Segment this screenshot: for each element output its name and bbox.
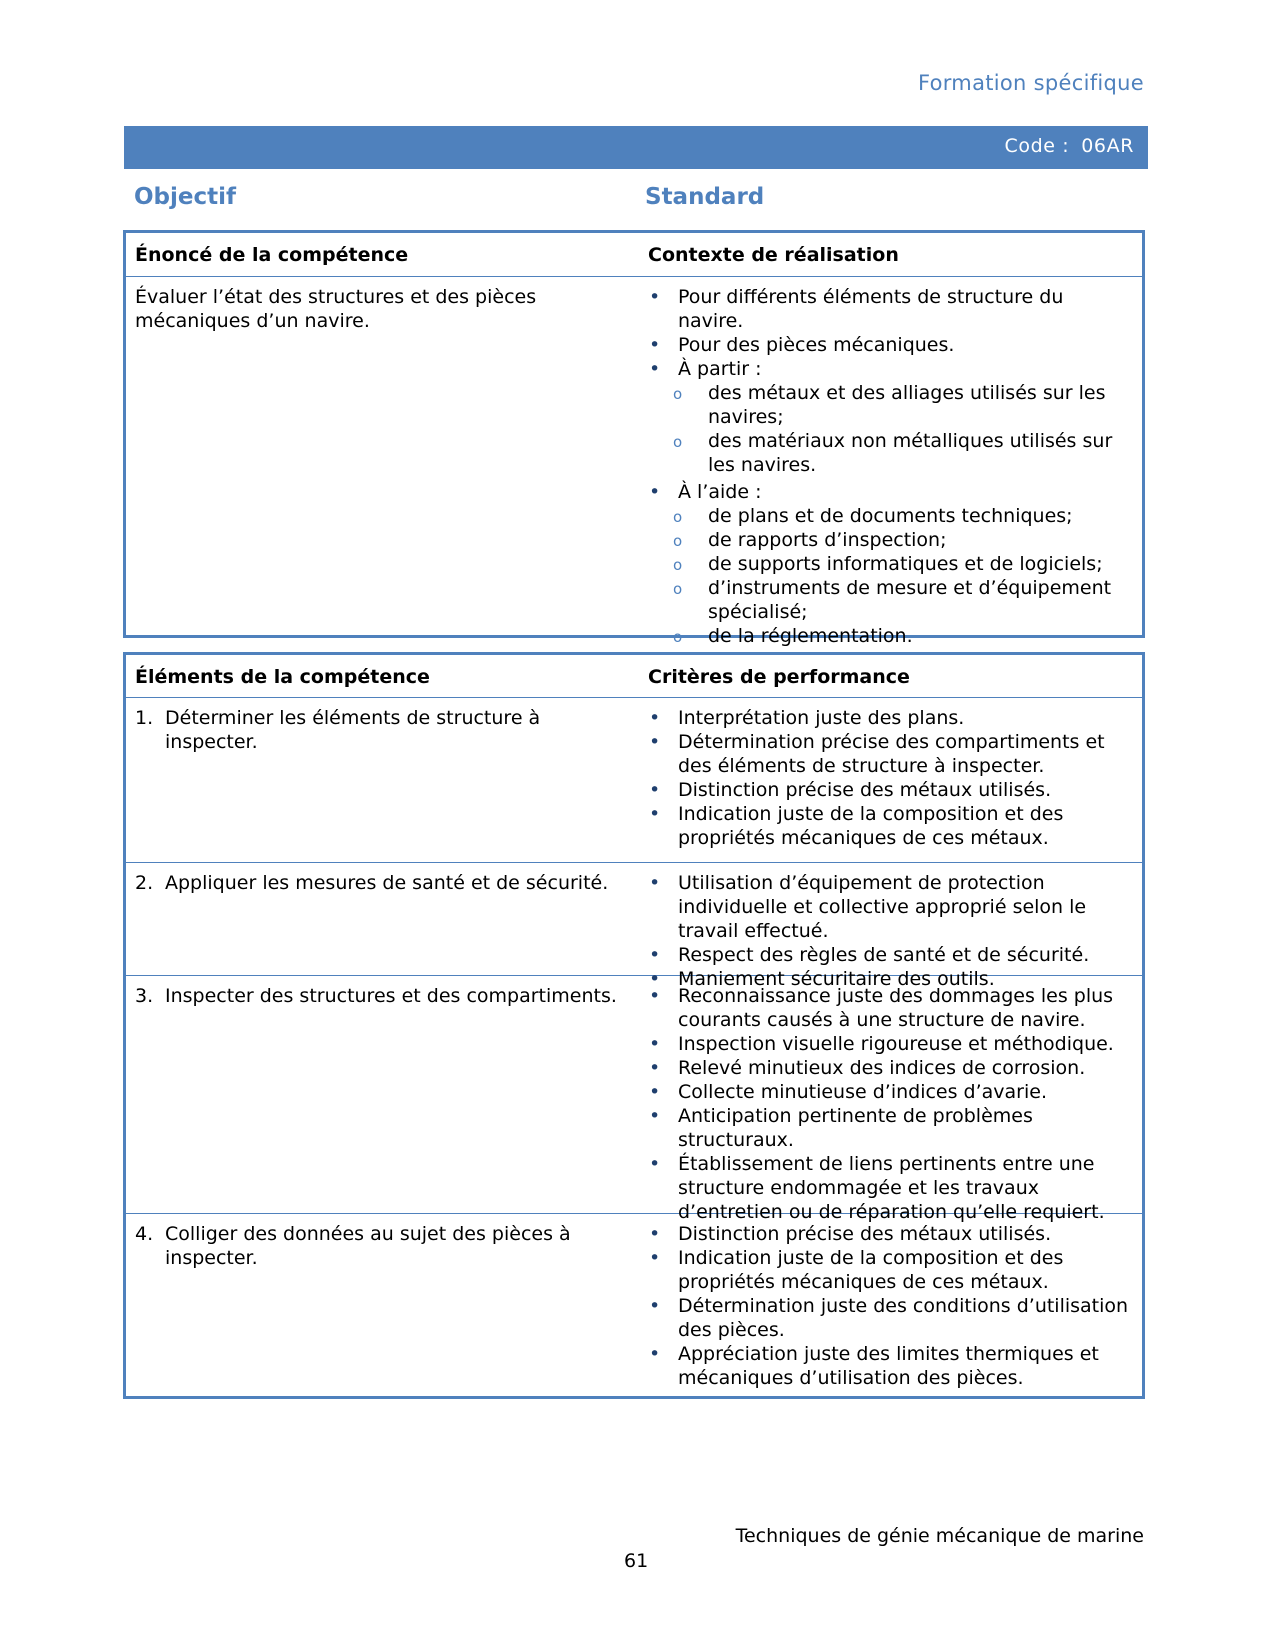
- list-item: • Collecte minutieuse d’indices d’avarie.: [648, 1080, 1134, 1104]
- criteria-list: [648, 871, 1134, 991]
- list-item: • À partir :: [648, 357, 1134, 381]
- table-row: [126, 863, 1142, 990]
- sublist-item: o de supports informatiques et de logiciels;: [648, 552, 1134, 576]
- column-header-statement: Énoncé de la compétence: [135, 244, 409, 266]
- sublist-item: o des matériaux non métalliques utilisés sur les navires.: [648, 429, 1134, 477]
- element-list: [135, 706, 630, 754]
- list-item: • Reconnaissance juste des dommages les plus courants causés à une structure de navire.: [648, 984, 1134, 1032]
- section-title-standard: Standard: [645, 184, 765, 210]
- table-row: [126, 698, 1142, 863]
- list-item: • Respect des règles de santé et de sécurité.: [648, 943, 1134, 967]
- list-item: • Distinction précise des métaux utilisés.: [648, 778, 1134, 802]
- table-row: [126, 277, 1142, 657]
- competency-element: 2. Appliquer les mesures de santé et de sécurité.: [135, 872, 609, 894]
- list-item: • À l’aide :: [648, 480, 1134, 504]
- list-item: • Indication juste de la composition et des propriétés mécaniques de ces métaux.: [648, 1246, 1134, 1294]
- context-sublist: [648, 381, 1134, 477]
- list-item: • Interprétation juste des plans.: [648, 706, 1134, 730]
- sublist-item: o des métaux et des alliages utilisés sur les navires;: [648, 381, 1134, 429]
- criteria-list: [648, 984, 1134, 1224]
- elements-criteria-table: [123, 652, 1145, 1399]
- list-item: • Maniement sécuritaire des outils.: [648, 967, 1134, 991]
- running-title: Formation spécifique: [917, 71, 1144, 95]
- list-item: • Distinction précise des métaux utilisés.: [648, 1222, 1134, 1246]
- element-list: [135, 984, 630, 1008]
- competency-element: 3. Inspecter des structures et des compartiments.: [135, 985, 617, 1007]
- statement-context-table: [123, 230, 1145, 647]
- list-item: • Détermination juste des conditions d’utilisation des pièces.: [648, 1294, 1134, 1342]
- criteria-list: [648, 706, 1134, 850]
- column-header-elements: Éléments de la compétence: [135, 666, 430, 688]
- page-number: 61: [624, 1550, 649, 1572]
- table-header-row: [126, 655, 1142, 698]
- context-list-cell: [638, 277, 1142, 657]
- competency-element: 1. Déterminer les éléments de structure à inspecter.: [135, 706, 541, 753]
- list-item: • Appréciation juste des limites thermiques et mécaniques d’utilisation des pièces.: [648, 1342, 1134, 1390]
- column-header-context: Contexte de réalisation: [648, 244, 899, 266]
- sublist-item: o de plans et de documents techniques;: [648, 504, 1134, 528]
- list-item: • Pour des pièces mécaniques.: [648, 333, 1134, 357]
- code-label: Code :: [1004, 135, 1070, 157]
- table-row: [126, 976, 1142, 1223]
- sublist-item: o d’instruments de mesure et d’équipement spécialisé;: [648, 576, 1134, 624]
- element-list: [135, 1222, 630, 1270]
- sublist-item: o de la réglementation.: [648, 624, 1134, 648]
- list-item: • Détermination précise des compartiments et des éléments de structure à inspecter.: [648, 730, 1134, 778]
- list-item: • Pour différents éléments de structure du navire.: [648, 285, 1134, 333]
- list-item: • Relevé minutieux des indices de corrosion.: [648, 1056, 1134, 1080]
- column-header-criteria: Critères de performance: [648, 666, 910, 688]
- competency-statement: Évaluer l’état des structures et des pièces mécaniques d’un navire.: [135, 286, 537, 332]
- sublist-item: o de rapports d’inspection;: [648, 528, 1134, 552]
- criteria-list: [648, 1222, 1134, 1390]
- table-header-row: [126, 233, 1142, 277]
- list-item: • Anticipation pertinente de problèmes structuraux.: [648, 1104, 1134, 1152]
- footer-program-title: Techniques de génie mécanique de marine: [735, 1525, 1144, 1547]
- list-item: • Établissement de liens pertinents entre une structure endommagée et les travaux d’entretien ou de réparation qu’elle requiert.: [648, 1152, 1134, 1224]
- list-item: • Indication juste de la composition et des propriétés mécaniques de ces métaux.: [648, 802, 1134, 850]
- table-row: [126, 1214, 1142, 1396]
- context-list: [648, 285, 1134, 381]
- list-item: • Utilisation d’équipement de protection individuelle et collective approprié selon le travail effectué.: [648, 871, 1134, 943]
- competency-element: 4. Colliger des données au sujet des pièces à inspecter.: [135, 1223, 571, 1269]
- list-item: • Inspection visuelle rigoureuse et méthodique.: [648, 1032, 1134, 1056]
- context-list: [648, 480, 1134, 504]
- code-value: 06AR: [1081, 135, 1134, 157]
- element-list: [135, 871, 630, 895]
- section-title-objectif: Objectif: [134, 184, 237, 210]
- competency-code: [1005, 135, 1134, 157]
- context-sublist: [648, 504, 1134, 648]
- code-bar: [124, 126, 1148, 169]
